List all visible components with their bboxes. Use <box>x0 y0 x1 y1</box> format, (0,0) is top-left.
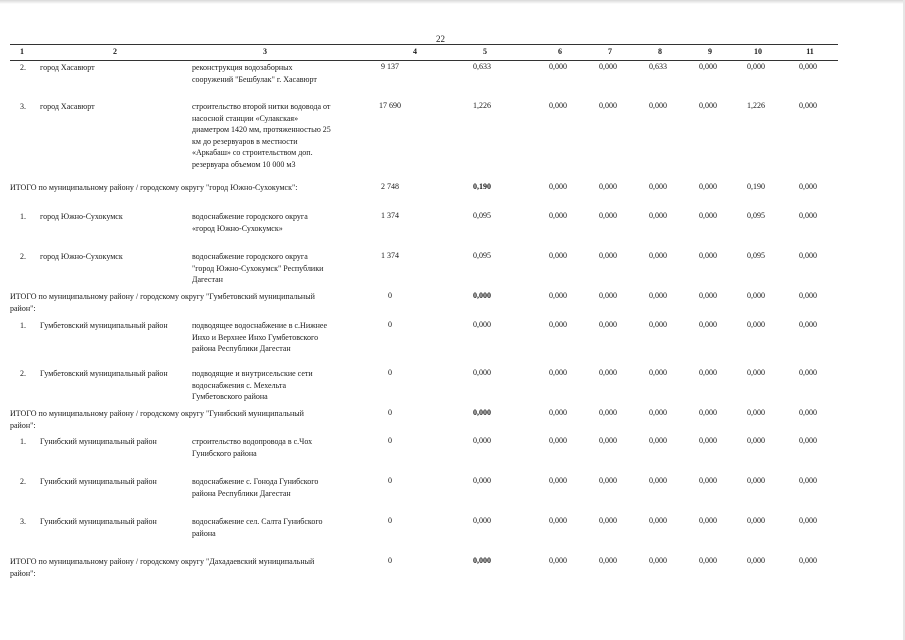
value-cell-col-5: 0,095 <box>473 211 491 220</box>
value-cell-col-6: 0,000 <box>549 211 567 220</box>
value-cell-col-4: 0 <box>388 408 392 417</box>
row-description-line: Гунибского района <box>192 448 257 458</box>
value-cell-col-8: 0,000 <box>649 516 667 525</box>
column-header-9: 9 <box>708 47 712 56</box>
value-cell-col-7: 0,000 <box>599 408 617 417</box>
value-cell-col-4: 0 <box>388 320 392 329</box>
total-row-label: район": <box>10 568 36 578</box>
value-cell-col-11: 0,000 <box>799 62 817 71</box>
value-cell-col-5: 0,000 <box>473 436 491 445</box>
value-cell-col-8: 0,000 <box>649 101 667 110</box>
value-cell-col-6: 0,000 <box>549 516 567 525</box>
column-header-10: 10 <box>754 47 762 56</box>
row-description-line: района <box>192 528 216 538</box>
value-cell-col-7: 0,000 <box>599 320 617 329</box>
row-description-line: Дагестан <box>192 275 223 284</box>
value-cell-col-8: 0,000 <box>649 182 667 191</box>
value-cell-col-7: 0,000 <box>599 516 617 525</box>
value-cell-col-10: 0,000 <box>747 291 765 300</box>
row-description-line: диаметром 1420 мм, протяженностью 25 <box>192 125 331 134</box>
row-description-line: водоснабжение городского округа <box>192 212 308 221</box>
row-location: Гунибский муниципальный район <box>40 477 157 486</box>
value-cell-col-9: 0,000 <box>699 476 717 485</box>
row-location: Гунибский муниципальный район <box>40 437 157 446</box>
value-cell-col-7: 0,000 <box>599 368 617 377</box>
total-row-label: ИТОГО по муниципальному району / городскому округу "Гунибский муниципальный <box>10 409 304 418</box>
value-cell-col-11: 0,000 <box>799 291 817 300</box>
value-cell-col-10: 0,000 <box>747 436 765 445</box>
value-cell-col-5: 0,000 <box>473 291 491 300</box>
row-number: 2. <box>20 369 26 378</box>
value-cell-col-4: 0 <box>388 516 392 525</box>
value-cell-col-8: 0,000 <box>649 476 667 485</box>
value-cell-col-6: 0,000 <box>549 62 567 71</box>
value-cell-col-9: 0,000 <box>699 516 717 525</box>
row-description-line: Инхо и Верхнее Инхо Гумбетовского <box>192 332 319 342</box>
value-cell-col-4: 1 374 <box>381 211 399 220</box>
value-cell-col-8: 0,000 <box>649 291 667 300</box>
value-cell-col-5: 0,000 <box>473 368 491 377</box>
page-number: 22 <box>436 34 445 44</box>
value-cell-col-9: 0,000 <box>699 556 717 565</box>
value-cell-col-4: 17 690 <box>379 101 401 110</box>
value-cell-col-11: 0,000 <box>799 368 817 377</box>
value-cell-col-6: 0,000 <box>549 251 567 260</box>
row-description-line: сооружений "Бешбулак" г. Хасавюрт <box>192 74 317 84</box>
row-description-line: «Аркабаш» со строительством доп. <box>192 148 313 157</box>
value-cell-col-6: 0,000 <box>549 291 567 300</box>
value-cell-col-11: 0,000 <box>799 251 817 260</box>
value-cell-col-7: 0,000 <box>599 556 617 565</box>
value-cell-col-5: 0,190 <box>473 182 491 191</box>
row-description-line: резервуара объемом 10 000 м3 <box>192 159 296 169</box>
column-header-2: 2 <box>113 47 117 56</box>
total-row-label: ИТОГО по муниципальному району / городскому округу "Гумбетовский муниципальный <box>10 292 315 301</box>
value-cell-col-9: 0,000 <box>699 62 717 71</box>
value-cell-col-11: 0,000 <box>799 516 817 525</box>
value-cell-col-6: 0,000 <box>549 320 567 329</box>
value-cell-col-11: 0,000 <box>799 476 817 485</box>
value-cell-col-8: 0,000 <box>649 368 667 377</box>
row-location: город Хасавюрт <box>40 102 95 111</box>
row-number: 3. <box>20 517 26 526</box>
row-description-line: строительство водопровода в с.Чох <box>192 437 313 446</box>
value-cell-col-9: 0,000 <box>699 182 717 191</box>
value-cell-col-11: 0,000 <box>799 182 817 191</box>
value-cell-col-10: 1,226 <box>747 101 765 110</box>
scan-top-shadow <box>0 0 905 4</box>
row-location: город Южно-Сухокумск <box>40 252 123 261</box>
row-description-line: подводящие и внутрисельские сети <box>192 369 313 378</box>
value-cell-col-5: 0,000 <box>473 476 491 485</box>
column-header-6: 6 <box>558 47 562 56</box>
row-number: 2. <box>20 252 26 261</box>
row-number: 2. <box>20 63 26 72</box>
row-location: Гумбетовский муниципальный район <box>40 369 168 378</box>
value-cell-col-10: 0,095 <box>747 211 765 220</box>
value-cell-col-7: 0,000 <box>599 211 617 220</box>
column-header-3: 3 <box>263 47 267 56</box>
value-cell-col-9: 0,000 <box>699 408 717 417</box>
value-cell-col-10: 0,000 <box>747 320 765 329</box>
header-bottom-rule <box>10 60 838 61</box>
value-cell-col-4: 0 <box>388 436 392 445</box>
total-row-label: район": <box>10 420 36 430</box>
value-cell-col-5: 0,000 <box>473 516 491 525</box>
value-cell-col-6: 0,000 <box>549 436 567 445</box>
row-number: 1. <box>20 321 26 330</box>
value-cell-col-7: 0,000 <box>599 251 617 260</box>
value-cell-col-4: 0 <box>388 476 392 485</box>
value-cell-col-8: 0,000 <box>649 436 667 445</box>
value-cell-col-8: 0,000 <box>649 211 667 220</box>
value-cell-col-10: 0,000 <box>747 516 765 525</box>
value-cell-col-7: 0,000 <box>599 101 617 110</box>
value-cell-col-6: 0,000 <box>549 368 567 377</box>
value-cell-col-6: 0,000 <box>549 182 567 191</box>
row-description-line: района Республики Дагестан <box>192 488 291 498</box>
row-location: город Южно-Сухокумск <box>40 212 123 221</box>
value-cell-col-8: 0,633 <box>649 62 667 71</box>
row-location: Гунибский муниципальный район <box>40 517 157 526</box>
value-cell-col-10: 0,000 <box>747 62 765 71</box>
value-cell-col-9: 0,000 <box>699 101 717 110</box>
value-cell-col-8: 0,000 <box>649 251 667 260</box>
row-description-line: подводящее водоснабжение в с.Нижнее <box>192 321 328 330</box>
value-cell-col-5: 0,000 <box>473 408 491 417</box>
value-cell-col-4: 2 748 <box>381 182 399 191</box>
value-cell-col-7: 0,000 <box>599 182 617 191</box>
value-cell-col-9: 0,000 <box>699 211 717 220</box>
row-description-line: км до резервуаров в местности <box>192 136 298 146</box>
value-cell-col-6: 0,000 <box>549 476 567 485</box>
value-cell-col-5: 0,095 <box>473 251 491 260</box>
row-description-line: «город Южно-Сухокумск» <box>192 223 283 233</box>
total-row-label: ИТОГО по муниципальному району / городскому округу "Дахадаевский муниципальный <box>10 557 315 566</box>
row-description-line: водоснабжение с. Гонода Гунибского <box>192 477 319 486</box>
value-cell-col-7: 0,000 <box>599 476 617 485</box>
value-cell-col-9: 0,000 <box>699 436 717 445</box>
value-cell-col-4: 0 <box>388 368 392 377</box>
value-cell-col-10: 0,190 <box>747 182 765 191</box>
row-description-line: водоснабжения с. Мехельта <box>192 380 287 390</box>
value-cell-col-6: 0,000 <box>549 408 567 417</box>
value-cell-col-5: 0,000 <box>473 556 491 565</box>
value-cell-col-4: 1 374 <box>381 251 399 260</box>
total-row-label: район": <box>10 303 36 313</box>
value-cell-col-4: 0 <box>388 556 392 565</box>
row-description-line: "город Южно-Сухокумск" Республики <box>192 263 324 273</box>
value-cell-col-11: 0,000 <box>799 556 817 565</box>
value-cell-col-10: 0,095 <box>747 251 765 260</box>
column-header-11: 11 <box>806 47 814 56</box>
value-cell-col-5: 1,226 <box>473 101 491 110</box>
row-description-line: водоснабжение городского округа <box>192 252 308 261</box>
value-cell-col-4: 9 137 <box>381 62 399 71</box>
value-cell-col-9: 0,000 <box>699 320 717 329</box>
value-cell-col-9: 0,000 <box>699 368 717 377</box>
value-cell-col-8: 0,000 <box>649 556 667 565</box>
row-number: 1. <box>20 212 26 221</box>
column-header-7: 7 <box>608 47 612 56</box>
row-description-line: реконструкция водозаборных <box>192 63 293 72</box>
value-cell-col-7: 0,000 <box>599 62 617 71</box>
value-cell-col-11: 0,000 <box>799 211 817 220</box>
value-cell-col-10: 0,000 <box>747 368 765 377</box>
row-number: 2. <box>20 477 26 486</box>
value-cell-col-8: 0,000 <box>649 320 667 329</box>
value-cell-col-5: 0,633 <box>473 62 491 71</box>
value-cell-col-7: 0,000 <box>599 436 617 445</box>
value-cell-col-9: 0,000 <box>699 251 717 260</box>
column-header-4: 4 <box>413 47 417 56</box>
value-cell-col-11: 0,000 <box>799 320 817 329</box>
column-header-8: 8 <box>658 47 662 56</box>
row-location: Гумбетовский муниципальный район <box>40 321 168 330</box>
row-number: 3. <box>20 102 26 111</box>
value-cell-col-8: 0,000 <box>649 408 667 417</box>
value-cell-col-11: 0,000 <box>799 436 817 445</box>
value-cell-col-6: 0,000 <box>549 101 567 110</box>
total-row-label: ИТОГО по муниципальному району / городскому округу "город Южно-Сухокумск": <box>10 183 298 192</box>
row-description-line: района Республики Дагестан <box>192 344 291 353</box>
value-cell-col-11: 0,000 <box>799 101 817 110</box>
value-cell-col-10: 0,000 <box>747 408 765 417</box>
value-cell-col-7: 0,000 <box>599 291 617 300</box>
value-cell-col-9: 0,000 <box>699 291 717 300</box>
header-top-rule <box>10 44 838 45</box>
row-number: 1. <box>20 437 26 446</box>
value-cell-col-4: 0 <box>388 291 392 300</box>
column-header-1: 1 <box>20 47 24 56</box>
row-description-line: строительство второй нитки водовода от <box>192 102 331 111</box>
column-header-5: 5 <box>483 47 487 56</box>
row-description-line: насосной станции «Сулакская» <box>192 113 299 123</box>
row-description-line: Гумбетовского района <box>192 392 268 401</box>
row-description-line: водоснабжение сел. Салта Гунибского <box>192 517 323 526</box>
value-cell-col-10: 0,000 <box>747 556 765 565</box>
value-cell-col-5: 0,000 <box>473 320 491 329</box>
row-location: город Хасавюрт <box>40 63 95 72</box>
value-cell-col-6: 0,000 <box>549 556 567 565</box>
value-cell-col-11: 0,000 <box>799 408 817 417</box>
value-cell-col-10: 0,000 <box>747 476 765 485</box>
